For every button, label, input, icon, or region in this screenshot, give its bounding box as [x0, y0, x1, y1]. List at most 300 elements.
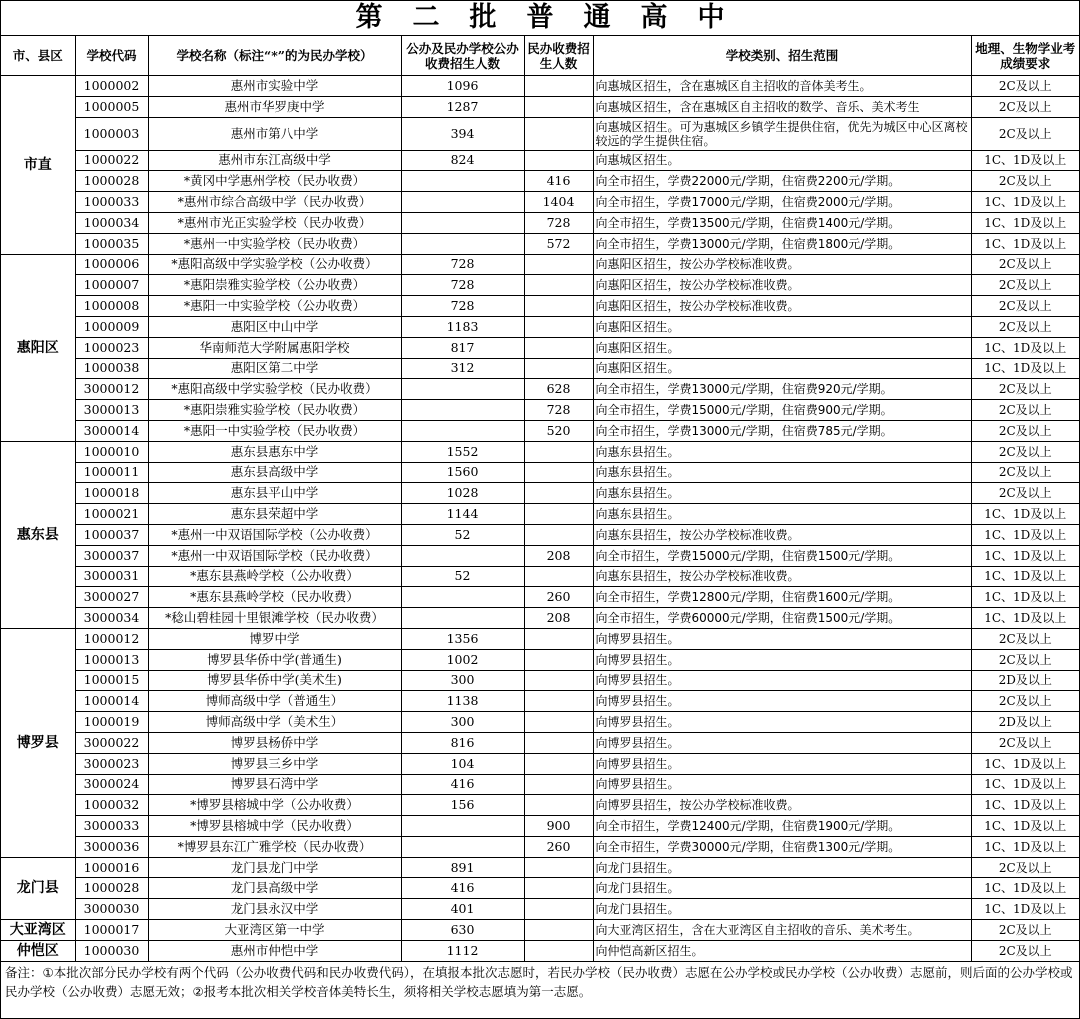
school-code-cell: 1000008 — [75, 296, 148, 317]
table-row — [1, 316, 1079, 337]
school-code-cell: 3000012 — [75, 379, 148, 400]
school-code-cell: 3000030 — [75, 899, 148, 920]
requirement-cell: 2C及以上 — [971, 171, 1079, 192]
district-cell: 仲恺区 — [1, 940, 75, 961]
table-row — [1, 732, 1079, 753]
private-quota-cell — [524, 275, 593, 296]
requirement-cell: 1C、1D及以上 — [971, 795, 1079, 816]
table-row — [1, 379, 1079, 400]
public-quota-cell — [401, 400, 524, 421]
private-quota-cell — [524, 316, 593, 337]
public-quota-cell: 401 — [401, 899, 524, 920]
private-quota-cell — [524, 150, 593, 171]
public-quota-cell — [401, 379, 524, 400]
public-quota-cell: 1356 — [401, 628, 524, 649]
public-quota-cell — [401, 192, 524, 213]
school-code-cell: 1000010 — [75, 441, 148, 462]
public-quota-cell: 817 — [401, 337, 524, 358]
requirement-cell: 1C、1D及以上 — [971, 774, 1079, 795]
private-quota-cell — [524, 774, 593, 795]
private-quota-cell: 628 — [524, 379, 593, 400]
public-quota-cell: 816 — [401, 732, 524, 753]
district-cell: 惠东县 — [1, 441, 75, 628]
public-quota-cell: 824 — [401, 150, 524, 171]
public-quota-cell: 1552 — [401, 441, 524, 462]
requirement-cell: 1C、1D及以上 — [971, 878, 1079, 899]
private-quota-cell — [524, 117, 593, 150]
public-quota-cell — [401, 816, 524, 837]
private-quota-cell — [524, 878, 593, 899]
table-row — [1, 462, 1079, 483]
table-row — [1, 483, 1079, 504]
requirement-cell: 1C、1D及以上 — [971, 899, 1079, 920]
scope-cell: 向龙门县招生。 — [593, 857, 971, 878]
public-quota-cell: 1144 — [401, 504, 524, 525]
school-name-cell: *惠阳一中实验学校（公办收费） — [148, 296, 401, 317]
school-code-cell: 1000011 — [75, 462, 148, 483]
public-quota-cell: 52 — [401, 566, 524, 587]
public-quota-cell — [401, 836, 524, 857]
school-code-cell: 1000007 — [75, 275, 148, 296]
private-quota-cell — [524, 732, 593, 753]
school-code-cell: 3000033 — [75, 816, 148, 837]
school-name-cell: 惠州市东江高级中学 — [148, 150, 401, 171]
scope-cell: 向大亚湾区招生，含在大亚湾区自主招收的音乐、美术考生。 — [593, 920, 971, 941]
table-row — [1, 587, 1079, 608]
scope-cell: 向惠阳区招生。 — [593, 358, 971, 379]
table-row — [1, 400, 1079, 421]
requirement-cell: 1C、1D及以上 — [971, 836, 1079, 857]
table-row — [1, 275, 1079, 296]
requirement-cell: 2C及以上 — [971, 400, 1079, 421]
school-code-cell: 1000017 — [75, 920, 148, 941]
table-row — [1, 753, 1079, 774]
private-quota-cell — [524, 920, 593, 941]
header-code: 学校代码 — [75, 36, 148, 76]
scope-cell: 向惠阳区招生。 — [593, 337, 971, 358]
requirement-cell: 1C、1D及以上 — [971, 212, 1079, 233]
public-quota-cell: 300 — [401, 712, 524, 733]
school-code-cell: 1000032 — [75, 795, 148, 816]
requirement-cell: 1C、1D及以上 — [971, 587, 1079, 608]
private-quota-cell — [524, 358, 593, 379]
table-row — [1, 192, 1079, 213]
scope-cell: 向全市招生，学费12400元/学期，住宿费1900元/学期。 — [593, 816, 971, 837]
public-quota-cell: 891 — [401, 857, 524, 878]
school-code-cell: 1000034 — [75, 212, 148, 233]
scope-cell: 向全市招生，学费22000元/学期，住宿费2200元/学期。 — [593, 171, 971, 192]
scope-cell: 向全市招生，学费13000元/学期，住宿费785元/学期。 — [593, 420, 971, 441]
scope-cell: 向惠东县招生。 — [593, 504, 971, 525]
public-quota-cell: 1112 — [401, 940, 524, 961]
school-name-cell: *惠州一中双语国际学校（民办收费） — [148, 545, 401, 566]
private-quota-cell — [524, 691, 593, 712]
scope-cell: 向惠阳区招生，按公办学校标准收费。 — [593, 254, 971, 275]
requirement-cell: 2C及以上 — [971, 920, 1079, 941]
scope-cell: 向惠城区招生，含在惠城区自主招收的数学、音乐、美术考生 — [593, 96, 971, 117]
requirement-cell: 2C及以上 — [971, 117, 1079, 150]
scope-cell: 向惠东县招生，按公办学校标准收费。 — [593, 566, 971, 587]
table-row — [1, 524, 1079, 545]
school-name-cell: 惠州市仲恺中学 — [148, 940, 401, 961]
scope-cell: 向博罗县招生。 — [593, 649, 971, 670]
school-name-cell: *惠阳高级中学实验学校（民办收费） — [148, 379, 401, 400]
school-name-cell: *惠州一中实验学校（民办收费） — [148, 233, 401, 254]
requirement-cell: 2C及以上 — [971, 732, 1079, 753]
table-row — [1, 337, 1079, 358]
private-quota-cell — [524, 649, 593, 670]
table-row — [1, 545, 1079, 566]
school-code-cell: 1000012 — [75, 628, 148, 649]
requirement-cell: 1C、1D及以上 — [971, 337, 1079, 358]
scope-cell: 向博罗县招生。 — [593, 691, 971, 712]
requirement-cell: 2C及以上 — [971, 96, 1079, 117]
school-code-cell: 1000014 — [75, 691, 148, 712]
school-code-cell: 1000038 — [75, 358, 148, 379]
requirement-cell: 2C及以上 — [971, 379, 1079, 400]
school-name-cell: 博罗县石湾中学 — [148, 774, 401, 795]
requirement-cell: 2D及以上 — [971, 712, 1079, 733]
table-row — [1, 920, 1079, 941]
scope-cell: 向惠东县招生。 — [593, 462, 971, 483]
private-quota-cell — [524, 296, 593, 317]
school-name-cell: 龙门县龙门中学 — [148, 857, 401, 878]
requirement-cell: 2C及以上 — [971, 76, 1079, 97]
table-row — [1, 628, 1079, 649]
table-row — [1, 608, 1079, 629]
school-name-cell: *博罗县榕城中学（公办收费） — [148, 795, 401, 816]
school-name-cell: 博罗中学 — [148, 628, 401, 649]
scope-cell: 向博罗县招生，按公办学校标准收费。 — [593, 795, 971, 816]
requirement-cell: 1C、1D及以上 — [971, 753, 1079, 774]
scope-cell: 向仲恺高新区招生。 — [593, 940, 971, 961]
school-code-cell: 3000022 — [75, 732, 148, 753]
table-row — [1, 878, 1079, 899]
school-name-cell: 博罗县三乡中学 — [148, 753, 401, 774]
school-name-cell: 华南师范大学附属惠阳学校 — [148, 337, 401, 358]
table-row — [1, 76, 1079, 97]
requirement-cell: 2C及以上 — [971, 316, 1079, 337]
public-quota-cell: 416 — [401, 878, 524, 899]
school-name-cell: *惠州市综合高级中学（民办收费） — [148, 192, 401, 213]
school-name-cell: 博师高级中学（美术生） — [148, 712, 401, 733]
school-code-cell: 1000037 — [75, 524, 148, 545]
private-quota-cell — [524, 76, 593, 97]
school-code-cell: 1000035 — [75, 233, 148, 254]
private-quota-cell: 260 — [524, 587, 593, 608]
school-code-cell: 1000013 — [75, 649, 148, 670]
school-name-cell: 惠州市实验中学 — [148, 76, 401, 97]
scope-cell: 向惠城区招生，含在惠城区自主招收的音体美考生。 — [593, 76, 971, 97]
public-quota-cell — [401, 608, 524, 629]
scope-cell: 向全市招生，学费12800元/学期，住宿费1600元/学期。 — [593, 587, 971, 608]
school-name-cell: 龙门县永汉中学 — [148, 899, 401, 920]
table-row — [1, 940, 1079, 961]
scope-cell: 向全市招生，学费15000元/学期，住宿费900元/学期。 — [593, 400, 971, 421]
public-quota-cell: 394 — [401, 117, 524, 150]
page-title: 第二批普通高中 — [1, 1, 1079, 36]
school-name-cell: 博罗县华侨中学(美术生) — [148, 670, 401, 691]
private-quota-cell: 572 — [524, 233, 593, 254]
school-name-cell: 惠阳区第二中学 — [148, 358, 401, 379]
scope-cell: 向惠东县招生。 — [593, 483, 971, 504]
private-quota-cell: 728 — [524, 212, 593, 233]
public-quota-cell: 300 — [401, 670, 524, 691]
requirement-cell: 2C及以上 — [971, 628, 1079, 649]
school-name-cell: 惠东县荣超中学 — [148, 504, 401, 525]
school-code-cell: 3000023 — [75, 753, 148, 774]
public-quota-cell: 728 — [401, 296, 524, 317]
requirement-cell: 1C、1D及以上 — [971, 566, 1079, 587]
school-name-cell: *惠州市光正实验学校（民办收费） — [148, 212, 401, 233]
scope-cell: 向全市招生，学费13000元/学期，住宿费1800元/学期。 — [593, 233, 971, 254]
school-code-cell: 3000013 — [75, 400, 148, 421]
school-name-cell: *博罗县东江广雅学校（民办收费） — [148, 836, 401, 857]
school-code-cell: 1000006 — [75, 254, 148, 275]
school-code-cell: 3000031 — [75, 566, 148, 587]
school-name-cell: 惠东县平山中学 — [148, 483, 401, 504]
public-quota-cell: 1002 — [401, 649, 524, 670]
school-code-cell: 1000009 — [75, 316, 148, 337]
scope-cell: 向全市招生，学费17000元/学期，住宿费2000元/学期。 — [593, 192, 971, 213]
table-row — [1, 420, 1079, 441]
public-quota-cell: 104 — [401, 753, 524, 774]
private-quota-cell — [524, 795, 593, 816]
requirement-cell: 2C及以上 — [971, 254, 1079, 275]
public-quota-cell: 156 — [401, 795, 524, 816]
school-code-cell: 1000016 — [75, 857, 148, 878]
scope-cell: 向博罗县招生。 — [593, 753, 971, 774]
requirement-cell: 2D及以上 — [971, 670, 1079, 691]
private-quota-cell — [524, 940, 593, 961]
private-quota-cell — [524, 254, 593, 275]
private-quota-cell: 728 — [524, 400, 593, 421]
table-row — [1, 150, 1079, 171]
public-quota-cell: 1138 — [401, 691, 524, 712]
school-name-cell: *惠阳高级中学实验学校（公办收费） — [148, 254, 401, 275]
header-name: 学校名称（标注“*”的为民办学校） — [148, 36, 401, 76]
scope-cell: 向博罗县招生。 — [593, 732, 971, 753]
school-code-cell: 1000003 — [75, 117, 148, 150]
requirement-cell: 2C及以上 — [971, 296, 1079, 317]
header-public-quota: 公办及民办学校公办收费招生人数 — [401, 36, 524, 76]
footnote: 备注：①本批次部分民办学校有两个代码（公办收费代码和民办收费代码），在填报本批次志愿时，若民办学校（民办收费）志愿在公办学校或民办学校（公办收费）志愿前，则后面的公办学校或民办学校（公办收费）志愿无效；②报考本批次相关学校音体美特长生，须将相关学校志愿填为第一志愿。 — [5, 964, 1073, 999]
district-cell: 市直 — [1, 76, 75, 255]
private-quota-cell — [524, 441, 593, 462]
table-row — [1, 117, 1079, 150]
scope-cell: 向惠阳区招生，按公办学校标准收费。 — [593, 296, 971, 317]
requirement-cell: 1C、1D及以上 — [971, 816, 1079, 837]
private-quota-cell — [524, 628, 593, 649]
school-name-cell: *惠阳崇雅实验学校（民办收费） — [148, 400, 401, 421]
public-quota-cell: 1183 — [401, 316, 524, 337]
scope-cell: 向全市招生，学费13500元/学期，住宿费1400元/学期。 — [593, 212, 971, 233]
private-quota-cell: 1404 — [524, 192, 593, 213]
table-row — [1, 441, 1079, 462]
requirement-cell: 2C及以上 — [971, 857, 1079, 878]
district-cell: 惠阳区 — [1, 254, 75, 441]
scope-cell: 向惠东县招生。 — [593, 441, 971, 462]
school-name-cell: 惠东县惠东中学 — [148, 441, 401, 462]
school-code-cell: 3000024 — [75, 774, 148, 795]
table-row — [1, 795, 1079, 816]
private-quota-cell — [524, 566, 593, 587]
requirement-cell: 1C、1D及以上 — [971, 608, 1079, 629]
school-name-cell: *惠阳崇雅实验学校（公办收费） — [148, 275, 401, 296]
table-row — [1, 670, 1079, 691]
school-name-cell: 惠阳区中山中学 — [148, 316, 401, 337]
scope-cell: 向博罗县招生。 — [593, 774, 971, 795]
table-row — [1, 774, 1079, 795]
table-body — [1, 76, 1079, 962]
public-quota-cell — [401, 420, 524, 441]
public-quota-cell — [401, 171, 524, 192]
school-name-cell: *稔山碧桂园十里银滩学校（民办收费） — [148, 608, 401, 629]
district-cell: 博罗县 — [1, 628, 75, 857]
private-quota-cell — [524, 504, 593, 525]
enrollment-table — [1, 36, 1079, 962]
school-name-cell: 惠州市华罗庚中学 — [148, 96, 401, 117]
school-name-cell: 博罗县杨侨中学 — [148, 732, 401, 753]
scope-cell: 向惠阳区招生，按公办学校标准收费。 — [593, 275, 971, 296]
table-row — [1, 816, 1079, 837]
table-row — [1, 857, 1079, 878]
private-quota-cell: 208 — [524, 608, 593, 629]
school-name-cell: *黄冈中学惠州学校（民办收费） — [148, 171, 401, 192]
private-quota-cell — [524, 96, 593, 117]
private-quota-cell — [524, 712, 593, 733]
scope-cell: 向博罗县招生。 — [593, 670, 971, 691]
private-quota-cell — [524, 753, 593, 774]
requirement-cell: 2C及以上 — [971, 462, 1079, 483]
public-quota-cell — [401, 233, 524, 254]
public-quota-cell: 728 — [401, 275, 524, 296]
school-name-cell: *博罗县榕城中学（民办收费） — [148, 816, 401, 837]
table-row — [1, 836, 1079, 857]
requirement-cell: 2C及以上 — [971, 649, 1079, 670]
school-code-cell: 3000034 — [75, 608, 148, 629]
school-code-cell: 1000033 — [75, 192, 148, 213]
requirement-cell: 1C、1D及以上 — [971, 504, 1079, 525]
requirement-cell: 2C及以上 — [971, 441, 1079, 462]
table-row — [1, 566, 1079, 587]
scope-cell: 向全市招生，学费60000元/学期，住宿费1500元/学期。 — [593, 608, 971, 629]
scope-cell: 向全市招生，学费15000元/学期，住宿费1500元/学期。 — [593, 545, 971, 566]
school-code-cell: 1000022 — [75, 150, 148, 171]
public-quota-cell: 1096 — [401, 76, 524, 97]
private-quota-cell — [524, 337, 593, 358]
public-quota-cell: 1287 — [401, 96, 524, 117]
school-code-cell: 1000015 — [75, 670, 148, 691]
public-quota-cell: 1028 — [401, 483, 524, 504]
private-quota-cell — [524, 483, 593, 504]
requirement-cell: 1C、1D及以上 — [971, 233, 1079, 254]
table-row — [1, 649, 1079, 670]
header-city: 市、县区 — [1, 36, 75, 76]
requirement-cell: 2C及以上 — [971, 420, 1079, 441]
private-quota-cell — [524, 899, 593, 920]
school-code-cell: 3000014 — [75, 420, 148, 441]
public-quota-cell: 728 — [401, 254, 524, 275]
requirement-cell: 1C、1D及以上 — [971, 545, 1079, 566]
requirement-cell: 1C、1D及以上 — [971, 150, 1079, 171]
private-quota-cell: 260 — [524, 836, 593, 857]
private-quota-cell: 208 — [524, 545, 593, 566]
school-name-cell: 博罗县华侨中学(普通生) — [148, 649, 401, 670]
public-quota-cell: 312 — [401, 358, 524, 379]
private-quota-cell — [524, 462, 593, 483]
school-name-cell: 龙门县高级中学 — [148, 878, 401, 899]
requirement-cell: 1C、1D及以上 — [971, 524, 1079, 545]
school-code-cell: 3000037 — [75, 545, 148, 566]
table-row — [1, 691, 1079, 712]
header-row — [1, 36, 1079, 76]
scope-cell: 向博罗县招生。 — [593, 628, 971, 649]
private-quota-cell: 900 — [524, 816, 593, 837]
scope-cell: 向惠城区招生。可为惠城区乡镇学生提供住宿，优先为城区中心区离校较远的学生提供住宿。 — [593, 117, 971, 150]
school-name-cell: *惠阳一中实验学校（民办收费） — [148, 420, 401, 441]
school-code-cell: 3000036 — [75, 836, 148, 857]
school-code-cell: 1000002 — [75, 76, 148, 97]
table-row — [1, 212, 1079, 233]
private-quota-cell: 520 — [524, 420, 593, 441]
scope-cell: 向全市招生，学费30000元/学期，住宿费1300元/学期。 — [593, 836, 971, 857]
private-quota-cell — [524, 670, 593, 691]
public-quota-cell — [401, 587, 524, 608]
header-scope: 学校类别、招生范围 — [593, 36, 971, 76]
school-name-cell: 惠州市第八中学 — [148, 117, 401, 150]
school-name-cell: 惠东县高级中学 — [148, 462, 401, 483]
school-name-cell: *惠州一中双语国际学校（公办收费） — [148, 524, 401, 545]
scope-cell: 向龙门县招生。 — [593, 899, 971, 920]
requirement-cell: 2C及以上 — [971, 275, 1079, 296]
scope-cell: 向龙门县招生。 — [593, 878, 971, 899]
scope-cell: 向全市招生，学费13000元/学期，住宿费920元/学期。 — [593, 379, 971, 400]
table-row — [1, 712, 1079, 733]
requirement-cell: 1C、1D及以上 — [971, 358, 1079, 379]
school-name-cell: *惠东县燕岭学校（公办收费） — [148, 566, 401, 587]
public-quota-cell — [401, 545, 524, 566]
public-quota-cell — [401, 212, 524, 233]
public-quota-cell: 416 — [401, 774, 524, 795]
district-cell: 龙门县 — [1, 857, 75, 919]
school-code-cell: 1000019 — [75, 712, 148, 733]
school-name-cell: 博师高级中学（普通生） — [148, 691, 401, 712]
table-row — [1, 254, 1079, 275]
table-row — [1, 233, 1079, 254]
school-code-cell: 1000030 — [75, 940, 148, 961]
district-cell: 大亚湾区 — [1, 920, 75, 941]
school-name-cell: *惠东县燕岭学校（民办收费） — [148, 587, 401, 608]
scope-cell: 向博罗县招生。 — [593, 712, 971, 733]
public-quota-cell: 52 — [401, 524, 524, 545]
school-code-cell: 1000018 — [75, 483, 148, 504]
header-requirement: 地理、生物学业考成绩要求 — [971, 36, 1079, 76]
table-row — [1, 504, 1079, 525]
public-quota-cell: 1560 — [401, 462, 524, 483]
requirement-cell: 2C及以上 — [971, 940, 1079, 961]
table-row — [1, 899, 1079, 920]
public-quota-cell: 630 — [401, 920, 524, 941]
table-row — [1, 296, 1079, 317]
requirement-cell: 2C及以上 — [971, 483, 1079, 504]
table-row — [1, 171, 1079, 192]
scope-cell: 向惠城区招生。 — [593, 150, 971, 171]
school-code-cell: 1000005 — [75, 96, 148, 117]
school-name-cell: 大亚湾区第一中学 — [148, 920, 401, 941]
header-private-quota: 民办收费招生人数 — [524, 36, 593, 76]
school-code-cell: 3000027 — [75, 587, 148, 608]
